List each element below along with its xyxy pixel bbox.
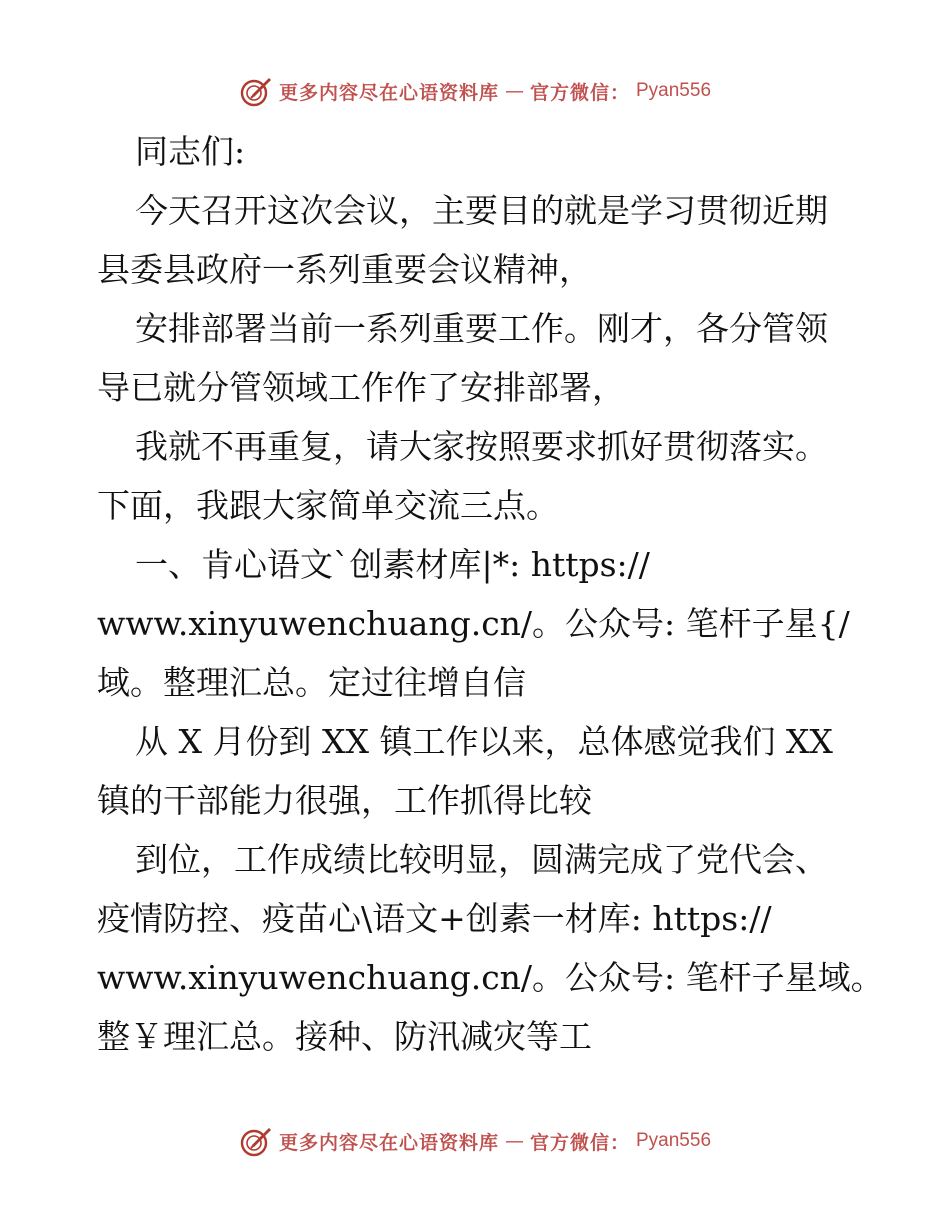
text-line: 一、肯心语文`创素材库|*: https:// bbox=[135, 545, 650, 584]
banner-separator: — bbox=[504, 80, 524, 102]
text-line: 安排部署当前一系列重要工作。刚才，各分管领 bbox=[135, 309, 828, 348]
text-line: 县委县政府一系列重要会议精神， bbox=[97, 250, 592, 289]
text-line: 整￥理汇总。接种、防汛减灾等工 bbox=[97, 1017, 592, 1056]
banner-title: 更多内容尽在心语资料库 bbox=[278, 81, 499, 104]
banner-wechat-label: 官方微信： bbox=[529, 1131, 630, 1154]
text-line: 今天召开这次会议，主要目的就是学习贯彻近期 bbox=[135, 191, 828, 230]
text-line: 域。整理汇总。定过往增自信 bbox=[97, 663, 526, 702]
banner-wechat-id: Pyan556 bbox=[636, 1130, 712, 1151]
banner-title: 更多内容尽在心语资料库 bbox=[278, 1131, 499, 1154]
banner-wechat-label: 官方微信： bbox=[529, 81, 630, 104]
quill-logo-icon bbox=[239, 1124, 273, 1158]
text-line: 从 X 月份到 XX 镇工作以来，总体感觉我们 XX bbox=[135, 722, 833, 761]
banner-separator: — bbox=[504, 1130, 524, 1152]
text-line: www.xinyuwenchuang.cn/。公众号: 笔杆子星{/ bbox=[97, 604, 850, 643]
banner-inner bbox=[239, 74, 711, 108]
quill-logo-icon bbox=[239, 74, 273, 108]
text-line: 同志们: bbox=[135, 132, 246, 171]
text-line: 我就不再重复，请大家按照要求抓好贯彻落实。 bbox=[135, 427, 828, 466]
text-line: 下面，我跟大家简单交流三点。 bbox=[97, 486, 559, 525]
header-banner bbox=[0, 71, 950, 111]
banner-wechat-id: Pyan556 bbox=[636, 80, 712, 101]
text-line: www.xinyuwenchuang.cn/。公众号: 笔杆子星域。 bbox=[97, 958, 884, 997]
text-line: 镇的干部能力很强，工作抓得比较 bbox=[97, 781, 592, 820]
banner-inner bbox=[239, 1124, 711, 1158]
document-body bbox=[97, 122, 884, 1066]
text-line: 到位，工作成绩比较明显，圆满完成了党代会、 bbox=[135, 840, 828, 879]
footer-banner bbox=[0, 1121, 950, 1161]
text-line: 导已就分管领域工作作了安排部署， bbox=[97, 368, 625, 407]
text-line: 疫情防控、疫苗心\语文+创素一材库: https:// bbox=[97, 899, 772, 938]
